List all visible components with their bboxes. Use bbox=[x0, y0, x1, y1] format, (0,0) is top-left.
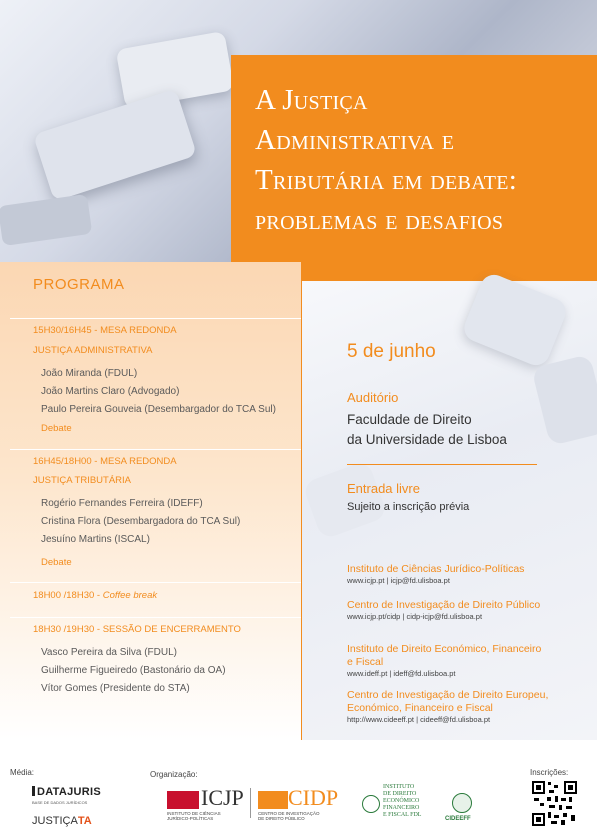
institution-name: Centro de Investigação de Direito Europeu, bbox=[347, 689, 549, 701]
speaker: Jesuíno Martins (ISCAL) bbox=[41, 534, 150, 545]
cidp-logo: CIDP bbox=[288, 785, 339, 810]
justica-ta-logo bbox=[32, 815, 92, 827]
title-line: problemas e desafios bbox=[255, 204, 504, 236]
event-date: 5 de junho bbox=[347, 341, 436, 362]
venue-name: Faculdade de Direito bbox=[347, 412, 472, 427]
ideff-line: E FISCAL FDL bbox=[383, 812, 422, 818]
break-time: 18H00 /18H30 - bbox=[33, 590, 103, 601]
institution-contact[interactable]: www.ideff.pt | ideff@fd.ulisboa.pt bbox=[347, 669, 456, 678]
session-time: 18H30 /19H30 - SESSÃO DE ENCERRAMENTO bbox=[33, 624, 241, 635]
institution-contact[interactable]: http://www.cideeff.pt | cideeff@fd.ulisboa.pt bbox=[347, 715, 491, 724]
break-item bbox=[33, 590, 157, 601]
debate-label: Debate bbox=[41, 423, 72, 434]
media-label: Média: bbox=[10, 768, 35, 777]
divider bbox=[347, 464, 537, 465]
institution bbox=[347, 643, 541, 678]
program-heading: PROGRAMA bbox=[33, 276, 125, 293]
datajuris-text: DATAJURIS bbox=[37, 786, 102, 798]
session-topic: JUSTIÇA TRIBUTÁRIA bbox=[33, 475, 132, 486]
ideff-line: FINANCEIRO bbox=[383, 805, 420, 811]
institution-contact[interactable]: www.icjp.pt/cidp | cidp-icjp@fd.ulisboa.pt bbox=[347, 612, 483, 621]
speaker: Vasco Pereira da Silva (FDUL) bbox=[41, 647, 177, 658]
ideff-line: DE DIREITO bbox=[383, 791, 417, 797]
speaker: Vítor Gomes (Presidente do STA) bbox=[41, 683, 190, 694]
venue-label: Auditório bbox=[347, 390, 399, 405]
ideff-seal-icon bbox=[362, 795, 380, 813]
speaker: João Miranda (FDUL) bbox=[41, 368, 138, 379]
cidp-logo-block bbox=[258, 791, 288, 809]
divider bbox=[250, 788, 251, 818]
cideeff-seal-icon bbox=[452, 793, 472, 813]
speaker: João Martins Claro (Advogado) bbox=[41, 386, 180, 397]
speaker: Paulo Pereira Gouveia (Desembargador do TCA Sul) bbox=[41, 404, 276, 415]
cidp-subtitle-line: DE DIREITO PÚBLICO bbox=[258, 816, 305, 821]
institution bbox=[347, 689, 548, 724]
ideff-line: ECONÓMICO bbox=[383, 798, 420, 804]
registration-label: Inscrições: bbox=[530, 768, 569, 777]
venue-name: da Universidade de Lisboa bbox=[347, 432, 507, 447]
title-line: A Justiça bbox=[255, 84, 368, 116]
ideff-logo bbox=[383, 784, 421, 819]
institution-name: Instituto de Direito Económico, Financeiro bbox=[347, 643, 542, 655]
institution bbox=[347, 599, 540, 621]
divider bbox=[10, 449, 301, 450]
title-line: Administrativa e bbox=[255, 124, 455, 156]
entry-note: Sujeito a inscrição prévia bbox=[347, 501, 470, 513]
icjp-logo-block bbox=[167, 791, 199, 809]
icjp-subtitle-line: INSTITUTO DE CIÊNCIAS bbox=[167, 811, 221, 816]
break-label: Coffee break bbox=[102, 590, 158, 601]
title-line: Tributária em debate: bbox=[255, 164, 518, 196]
entry-label: Entrada livre bbox=[347, 481, 420, 496]
justica-text: JUSTIÇA bbox=[32, 815, 78, 827]
institution-name: Centro de Investigação de Direito Público bbox=[347, 599, 541, 611]
session-topic: JUSTIÇA ADMINISTRATIVA bbox=[33, 345, 153, 356]
speaker: Cristina Flora (Desembargadora do TCA Sul) bbox=[41, 516, 241, 527]
institution-name: e Fiscal bbox=[347, 656, 384, 668]
session-time: 16H45/18H00 - MESA REDONDA bbox=[33, 456, 177, 467]
divider bbox=[10, 582, 301, 583]
datajuris-logo bbox=[32, 786, 101, 798]
cidp-subtitle bbox=[258, 811, 320, 821]
qr-code-icon[interactable] bbox=[531, 780, 578, 827]
organization-label: Organização: bbox=[150, 770, 198, 779]
datajuris-subtitle: BASE DE DADOS JURÍDICOS bbox=[32, 800, 88, 805]
institution-name: Económico, Financeiro e Fiscal bbox=[347, 702, 493, 714]
debate-label: Debate bbox=[41, 557, 72, 568]
cideeff-logo: CIDEEFF bbox=[445, 816, 471, 822]
icjp-subtitle-line: JURÍDICO-POLÍTICAS bbox=[167, 816, 214, 821]
ta-text: TA bbox=[77, 815, 92, 827]
ideff-line: INSTITUTO bbox=[383, 784, 415, 790]
divider bbox=[10, 617, 301, 618]
cidp-subtitle-line: CENTRO DE INVESTIGAÇÃO bbox=[258, 811, 320, 816]
event-title bbox=[255, 80, 595, 240]
icjp-logo: ICJP bbox=[201, 785, 244, 810]
institution-contact[interactable]: www.icjp.pt | icjp@fd.ulisboa.pt bbox=[347, 576, 450, 585]
divider bbox=[10, 318, 301, 319]
institution-name: Instituto de Ciências Jurídico-Políticas bbox=[347, 563, 525, 575]
session-time: 15H30/16H45 - MESA REDONDA bbox=[33, 325, 177, 336]
speaker: Rogério Fernandes Ferreira (IDEFF) bbox=[41, 498, 203, 509]
icjp-subtitle bbox=[167, 811, 221, 821]
speaker: Guilherme Figueiredo (Bastonário da OA) bbox=[41, 665, 226, 676]
institution bbox=[347, 563, 524, 585]
